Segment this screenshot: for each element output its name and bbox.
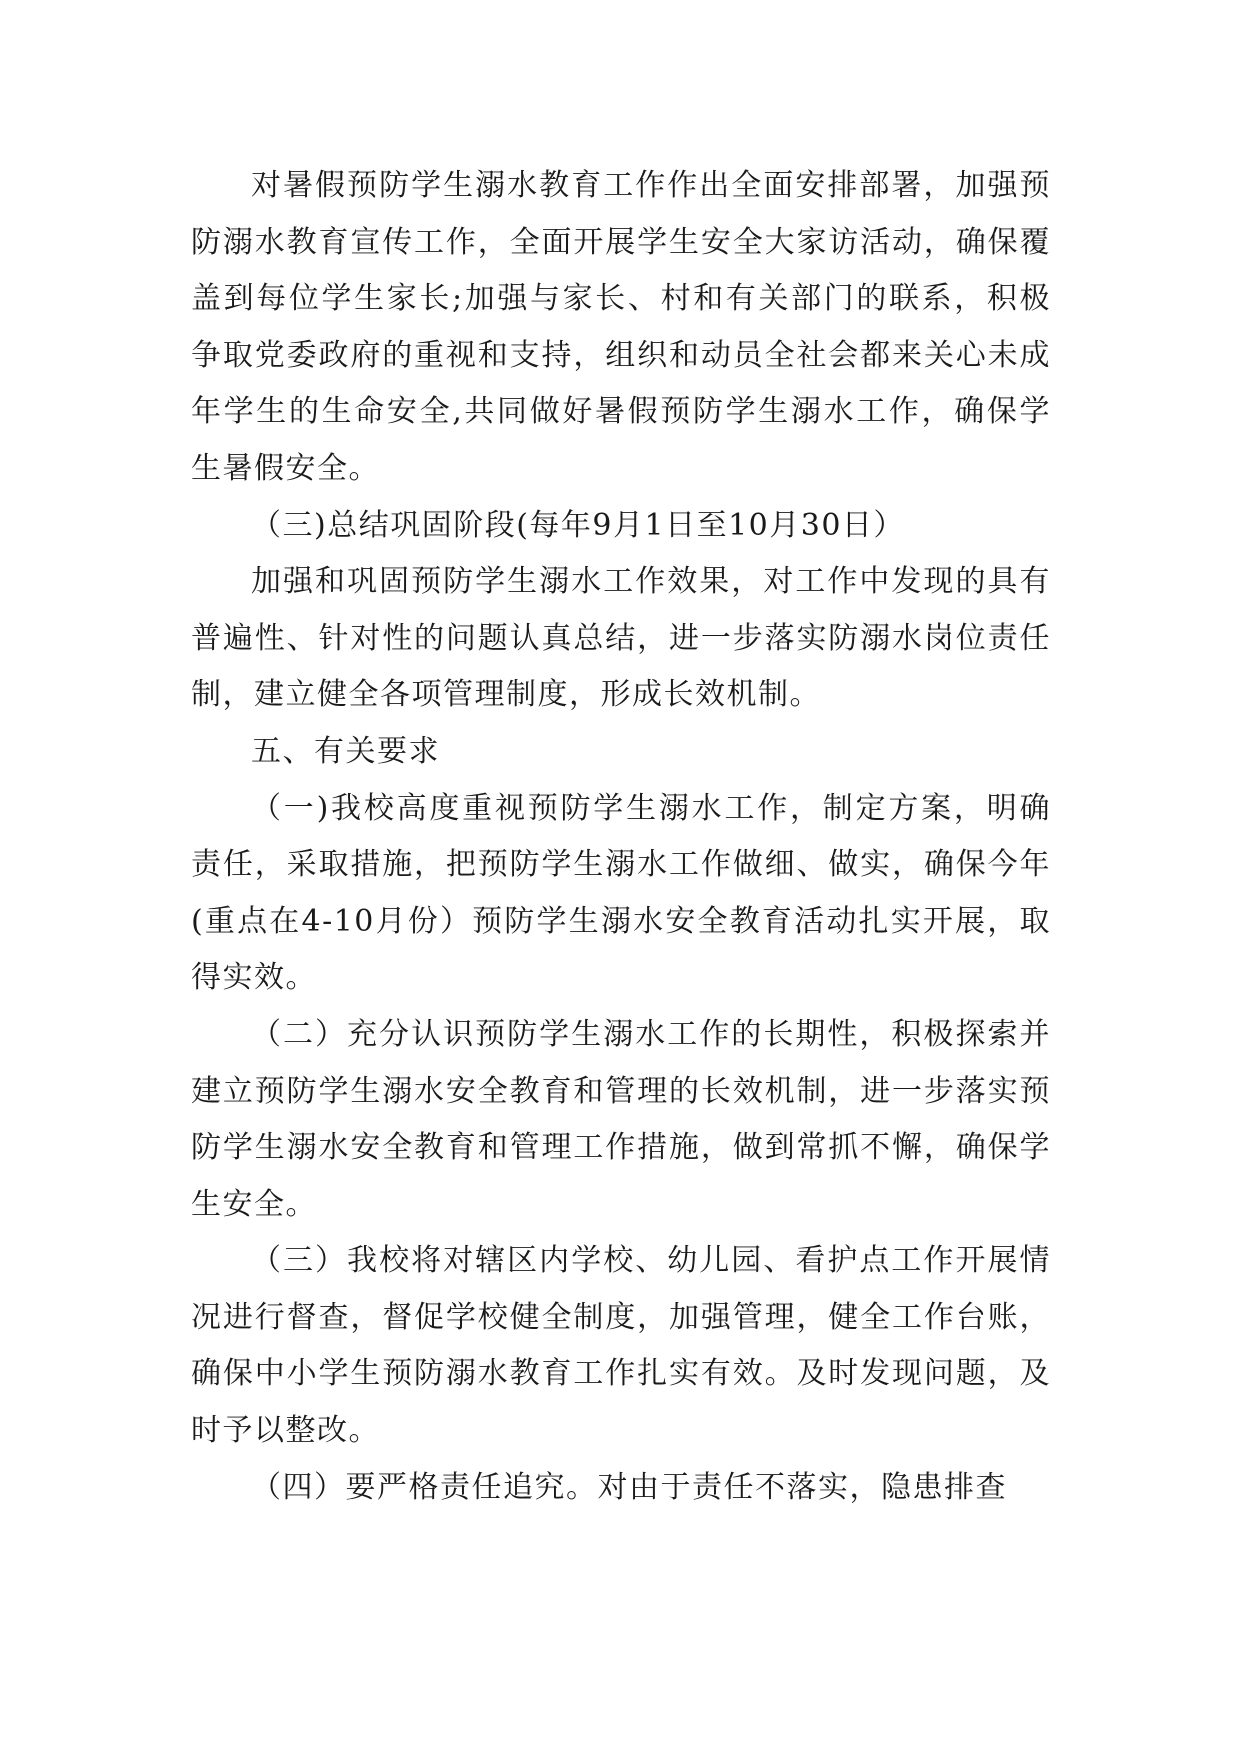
paragraph-requirement-3: （三）我校将对辖区内学校、幼儿园、看护点工作开展情况进行督查，督促学校健全制度，加强管理，健全工作台账，确保中小学生预防溺水教育工作扎实有效。及时发现问题，及时予以整改。 [191,1243,1051,1449]
paragraph-summer-deployment: 对暑假预防学生溺水教育工作作出全面安排部署，加强预防溺水教育宣传工作，全面开展学生安全大家访活动，确保覆盖到每位学生家长;加强与家长、村和有关部门的联系，积极争取党委政府的重视和支持，组织和动员全社会都来关心未成年学生的生命安全,共同做好暑假预防学生溺水工作，确保学生暑假安全。 [191,168,1051,486]
paragraph-requirement-1: （一)我校高度重视预防学生溺水工作，制定方案，明确责任，采取措施，把预防学生溺水工作做细、做实，确保今年(重点在4-10月份）预防学生溺水安全教育活动扎实开展，取得实效。 [191,790,1051,996]
paragraph-requirement-4: （四）要严格责任追究。对由于责任不落实，隐患排查 [251,1469,1007,1505]
paragraph-consolidation: 加强和巩固预防学生溺水工作效果，对工作中发现的具有普遍性、针对性的问题认真总结，进一步落实防溺水岗位责任制，建立健全各项管理制度，形成长效机制。 [191,564,1051,713]
paragraph-requirement-2: （二）充分认识预防学生溺水工作的长期性，积极探索并建立预防学生溺水安全教育和管理的长效机制，进一步落实预防学生溺水安全教育和管理工作措施，做到常抓不懈，确保学生安全。 [191,1016,1051,1222]
document-body [191,158,1051,1516]
section-heading-requirements: 五、有关要求 [251,733,440,769]
section-heading-consolidation-stage: （三)总结巩固阶段(每年9月1日至10月30日） [251,507,905,543]
